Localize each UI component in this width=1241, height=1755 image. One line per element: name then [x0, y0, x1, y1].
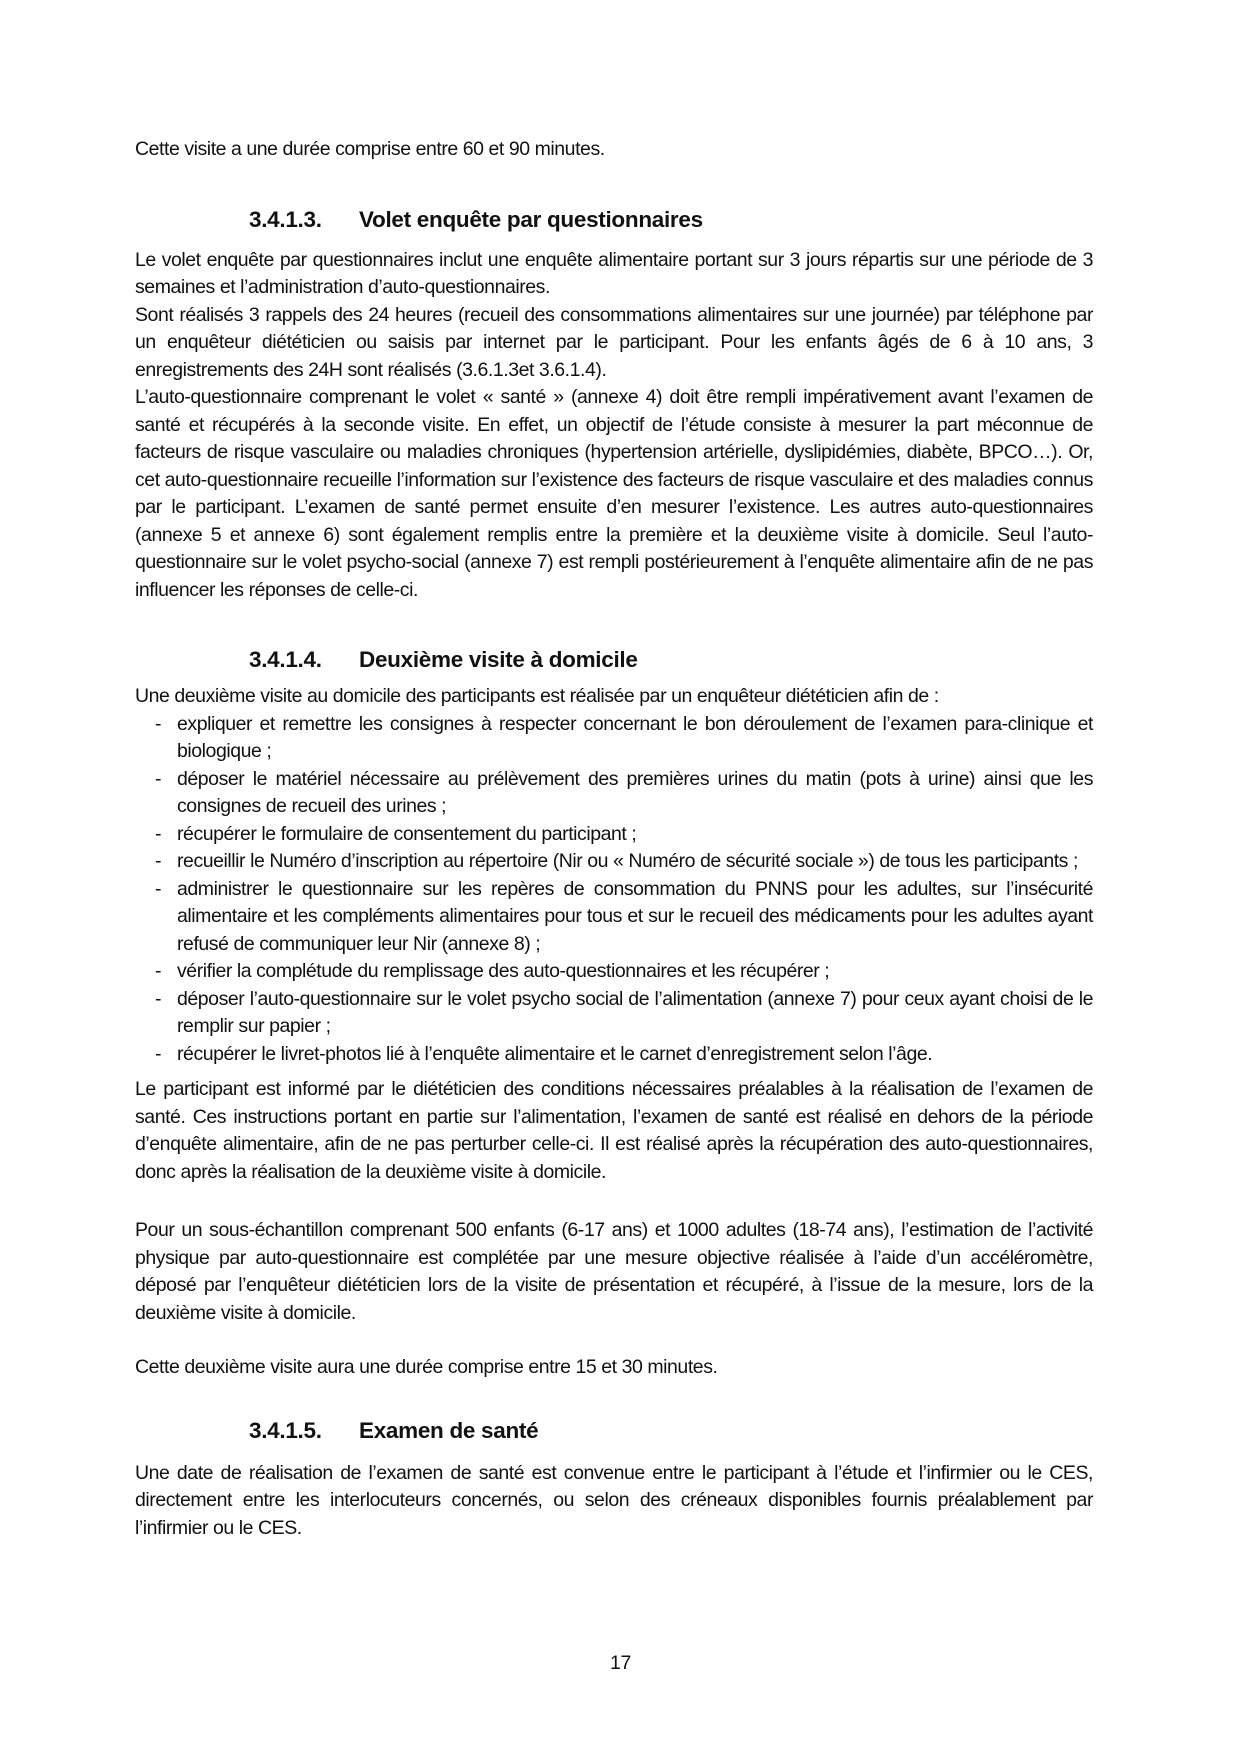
body-paragraph: Pour un sous-échantillon comprenant 500 enfants (6-17 ans) et 1000 adultes (18-74 ans), l’estimation de l’activité physique par auto-questionnaire est complétée par une mesure objective réalisée à l’aide d’un accéléromètre, déposé par l’enquêteur diététicien lors de la visite de présentation et récupéré, à l’issue de la mesure, lors de la deuxième visite à domicile.: [135, 1219, 1093, 1324]
body-paragraph: L’auto-questionnaire comprenant le volet « santé » (annexe 4) doit être rempli impérativement avant l’examen de santé et récupérés à la seconde visite. En effet, un objectif de l’étude consiste à mesurer la part méconnue de facteurs de risque vasculaire ou maladies chroniques (hypertension artérielle, dyslipidémies, diabète, BPCO…). Or, cet auto-questionnaire recueille l’information sur l’existence des facteurs de risque vasculaire et des maladies connus par le participant. L’examen de santé permet ensuite d’en mesurer l’existence. Les autres auto-questionnaires (annexe 5 et annexe 6) sont également remplis entre la première et la deuxième visite à domicile. Seul l’auto-questionnaire sur le volet psycho-social (annexe 7) est rempli postérieurement à l’enquête alimentaire afin de ne pas influencer les réponses de celle-ci.: [135, 386, 1093, 601]
section-title: Volet enquête par questionnaires: [359, 206, 703, 232]
bullet-marker: -: [155, 960, 162, 982]
bullet-marker: -: [155, 877, 162, 900]
lead-paragraph: Une deuxième visite au domicile des participants est réalisée par un enquêteur diététicien afin de :: [135, 685, 939, 707]
bullet-marker: -: [155, 987, 162, 1010]
bullet-text: récupérer le livret-photos lié à l’enquête alimentaire et le carnet d’enregistrement selon l’âge.: [177, 1042, 933, 1065]
bullet-marker: -: [155, 1042, 162, 1065]
bullet-marker: -: [155, 850, 162, 872]
section-number: 3.4.1.5.: [249, 1417, 322, 1443]
bullet-marker: -: [155, 767, 162, 790]
section-title: Deuxième visite à domicile: [359, 647, 638, 672]
bullet-text: recueillir le Numéro d’inscription au répertoire (Nir ou « Numéro de sécurité sociale ») de tous les participants ;: [177, 850, 1078, 872]
bullet-marker: -: [155, 712, 162, 735]
bullet-marker: -: [155, 822, 162, 845]
bullet-text: récupérer le formulaire de consentement du participant ;: [177, 822, 637, 845]
bullet-text: vérifier la complétude du remplissage des auto-questionnaires et les récupérer ;: [177, 960, 830, 982]
bullet-item: [135, 711, 1093, 766]
bullet-item: [135, 848, 1093, 876]
body-paragraph: Une date de réalisation de l’examen de santé est convenue entre le participant à l’étude et l’infirmier ou le CES, directement entre les interlocuteurs concernés, ou selon des créneaux disponibles fournis préalablement par l’infirmier ou le CES.: [135, 1461, 1093, 1539]
section-number: 3.4.1.4.: [249, 647, 322, 672]
body-paragraph: Le participant est informé par le diététicien des conditions nécessaires préalables à la réalisation de l’examen de santé. Ces instructions portant en partie sur l’alimentation, l’examen de santé est réalisé en dehors de la période d’enquête alimentaire, afin de ne pas perturber celle-ci. Il est réalisé après la récupération des auto-questionnaires, donc après la réalisation de la deuxième visite à domicile.: [135, 1078, 1093, 1183]
body-paragraph: Le volet enquête par questionnaires inclut une enquête alimentaire portant sur 3 jours répartis sur une période de 3 semaines et l’administration d’auto-questionnaires.: [135, 248, 1093, 298]
section-number: 3.4.1.3.: [249, 206, 322, 232]
bullet-text: déposer le matériel nécessaire au prélèvement des premières urines du matin (pots à urine) ainsi que les consignes de recueil des urines ;: [177, 767, 1093, 817]
bullet-text: expliquer et remettre les consignes à respecter concernant le bon déroulement de l’examen para-clinique et biologique ;: [177, 712, 1093, 762]
page-number: 17: [609, 1652, 632, 1674]
section-heading-3-4-1-4: [135, 645, 1093, 675]
bullet-item: [135, 986, 1093, 1041]
page-content: [135, 136, 1093, 1542]
bullet-item: [135, 766, 1093, 821]
section-title: Examen de santé: [359, 1417, 539, 1443]
bullet-item: [135, 876, 1093, 959]
body-paragraph: Sont réalisés 3 rappels des 24 heures (recueil des consommations alimentaires sur une journée) par téléphone par un enquêteur diététicien ou saisis par internet par le participant. Pour les enfants âgés de 6 à 10 ans, 3 enregistrements des 24H sont réalisés (3.6.1.3et 3.6.1.4).: [135, 303, 1093, 381]
section-heading-3-4-1-3: [135, 205, 1093, 235]
bullet-item: [135, 1041, 1093, 1069]
bullet-list: [135, 711, 1093, 1069]
bullet-item: [135, 958, 1093, 986]
bullet-text: déposer l’auto-questionnaire sur le volet psycho social de l’alimentation (annexe 7) pour ceux ayant choisi de le remplir sur papier ;: [177, 987, 1093, 1037]
section-heading-3-4-1-5: [135, 1416, 1093, 1446]
intro-paragraph: Cette visite a une durée comprise entre 60 et 90 minutes.: [135, 138, 605, 160]
body-paragraph: Cette deuxième visite aura une durée comprise entre 15 et 30 minutes.: [135, 1356, 718, 1378]
bullet-item: [135, 821, 1093, 849]
bullet-text: administrer le questionnaire sur les repères de consommation du PNNS pour les adultes, sur l’insécurité alimentaire et les compléments alimentaires pour tous et sur le recueil des médicaments pour les adultes ayant refusé de communiquer leur Nir (annexe 8) ;: [177, 877, 1093, 955]
